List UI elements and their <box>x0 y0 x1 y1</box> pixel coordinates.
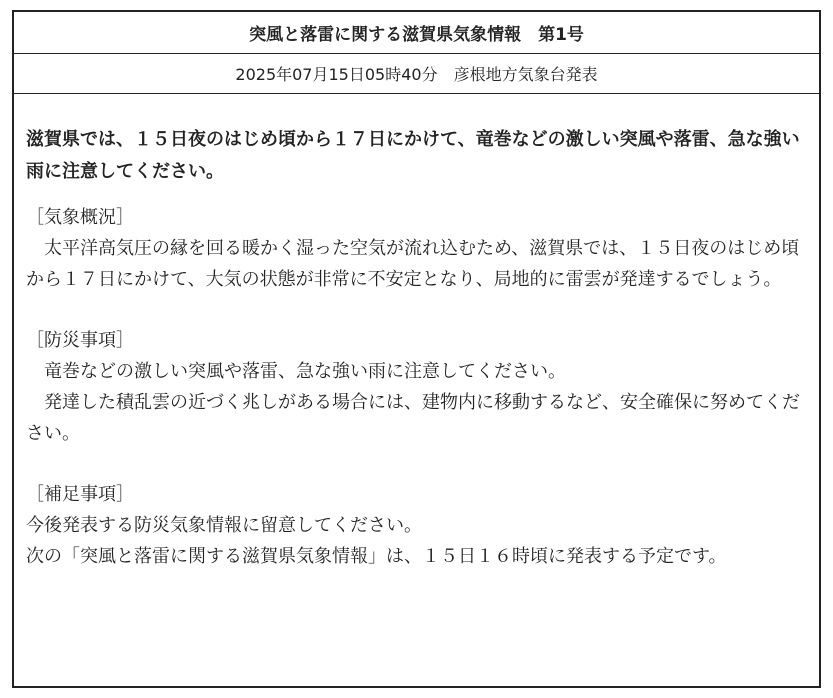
bulletin-frame <box>12 10 821 688</box>
bulletin-body <box>14 94 819 572</box>
section-text: 竜巻などの激しい突風や落雷、急な強い雨に注意してください。 <box>26 361 566 382</box>
issue-info-row <box>14 54 819 94</box>
section-heading: ［気象概況］ <box>26 207 134 228</box>
section-text: 太平洋高気圧の縁を回る暖かく湿った空気が流れ込むため、滋賀県では、１５日夜のはじめ頃から１７日にかけて、大気の状態が非常に不安定となり、局地的に雷雲が発達するでしょう。 <box>26 238 800 290</box>
issue-info: 2025年07月15日05時40分 彦根地方気象台発表 <box>235 65 598 84</box>
section-heading: ［補足事項］ <box>26 484 134 505</box>
section-supplementary <box>26 479 805 572</box>
section-heading: ［防災事項］ <box>26 330 134 351</box>
section-weather-overview <box>26 202 805 295</box>
section-text: 今後発表する防災気象情報に留意してください。 <box>26 515 422 536</box>
section-text: 発達した積乱雲の近づく兆しがある場合には、建物内に移動するなど、安全確保に努めてください。 <box>26 392 800 444</box>
headline-text: 滋賀県では、１５日夜のはじめ頃から１７日にかけて、竜巻などの激しい突風や落雷、急な強い雨に注意してください。 <box>26 129 800 182</box>
section-text: 次の「突風と落雷に関する滋賀県気象情報」は、１５日１６時頃に発表する予定です。 <box>26 546 727 567</box>
bulletin-title-row <box>14 12 819 54</box>
section-disaster-prevention <box>26 325 805 449</box>
bulletin-title: 突風と落雷に関する滋賀県気象情報 第1号 <box>249 25 584 45</box>
